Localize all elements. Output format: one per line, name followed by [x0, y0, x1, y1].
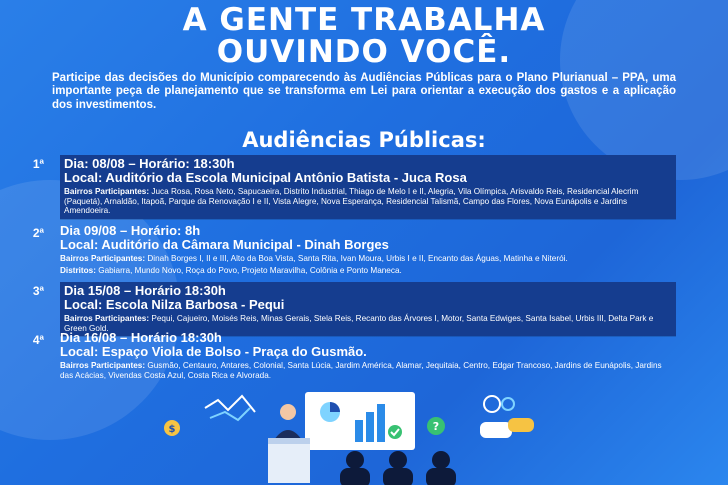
- gear-icon: [484, 396, 500, 412]
- trend-line-icon: [210, 408, 250, 420]
- session-card-3: [32, 282, 676, 336]
- session-date: Dia 15/08 – Horário 18:30h: [64, 283, 226, 298]
- presentation-illustration: [150, 390, 570, 485]
- bairros-list: Juca Rosa, Rosa Neto, Sapucaeira, Distrito Industrial, Thiago de Melo I e II, Alegria, Vila Olímpica, Arisvaldo Reis, Residencial Alecrim (Paquetá), Arnaldão, Itapoã, Parque da Renovação I e II, Vista Alegre, Nova Esperança, Residencial Talismã, Campo das Flores, Nova Eunápolis e Jardins Amendoeira.: [64, 187, 639, 216]
- session-order: 4ª: [32, 333, 44, 347]
- session-distritos: [60, 266, 676, 276]
- session-date: Dia 09/08 – Horário: 8h: [60, 223, 201, 238]
- bairros-list: Dinah Borges I, II e III, Alto da Boa Vista, Santa Rita, Ivan Moura, Urbis I e II, Encanto das Águas, Matinha e Niterói.: [147, 254, 568, 263]
- headline-line-1: A GENTE TRABALHA: [182, 2, 546, 38]
- session-card-2: [32, 223, 676, 275]
- intro-paragraph: Participe das decisões do Município comparecendo às Audiências Públicas para o Plano Plurianual – PPA, uma importante peça de planejamento que se transforma em Lei para orientar a execução dos gastos e a aplicação dos investimentos.: [52, 72, 676, 111]
- section-title: Audiências Públicas:: [242, 128, 486, 152]
- bairros-list: Gusmão, Centauro, Antares, Colonial, Santa Lúcia, Jardim América, Alamar, Jequitaia, Centro, Edgar Trancoso, Jardins de Eunápolis, Jardins das Acácias, Vivendas Costa Azul, Costa Rica e Alvorada.: [60, 361, 662, 380]
- session-order: 2ª: [32, 226, 44, 240]
- bairros-label: Bairros Participantes:: [64, 187, 150, 196]
- podium: [268, 438, 310, 483]
- session-order: 3ª: [32, 284, 44, 298]
- session-order: 1ª: [32, 157, 44, 171]
- session-location: Local: Espaço Viola de Bolso - Praça do Gusmão.: [60, 344, 367, 359]
- distritos-label: Distritos:: [60, 265, 96, 275]
- session-card-4: [32, 330, 676, 380]
- headline-line-2: OUVINDO VOCÊ.: [216, 34, 512, 70]
- gear-icon: [502, 398, 514, 410]
- session-location: Local: Auditório da Escola Municipal Antônio Batista - Juca Rosa: [64, 170, 467, 185]
- session-card-1: [32, 155, 676, 219]
- check-icon: [388, 425, 402, 439]
- session-bairros: [60, 361, 676, 380]
- session-bairros: [60, 254, 676, 264]
- session-date: Dia 16/08 – Horário 18:30h: [60, 330, 222, 345]
- svg-text:?: ?: [432, 420, 440, 433]
- svg-text:$: $: [168, 424, 176, 435]
- chat-bubble-icon: [508, 418, 534, 432]
- session-date: Dia: 08/08 – Horário: 18:30h: [64, 156, 235, 171]
- bairros-label: Bairros Participantes:: [64, 314, 150, 323]
- presenter-icon: [280, 404, 296, 420]
- bairros-label: Bairros Participantes:: [60, 254, 146, 263]
- bairros-list: Pequi, Cajueiro, Moisés Reis, Minas Gerais, Stela Reis, Recanto das Árvores I, Motor, Santa Edwiges, Santa Isabel, Urbis III, Delta Park e Green Gold.: [64, 314, 654, 333]
- session-location: Local: Escola Nilza Barbosa - Pequi: [64, 297, 285, 312]
- audience-icon: [340, 451, 456, 485]
- session-location: Local: Auditório da Câmara Municipal - Dinah Borges: [60, 237, 389, 252]
- bairros-label: Bairros Participantes:: [60, 361, 146, 370]
- distritos-list: Gabiarra, Mundo Novo, Roça do Povo, Projeto Maravilha, Colônia e Ponto Maneca.: [98, 265, 402, 275]
- session-bairros: [64, 187, 672, 216]
- chat-bubble-icon: [480, 422, 512, 438]
